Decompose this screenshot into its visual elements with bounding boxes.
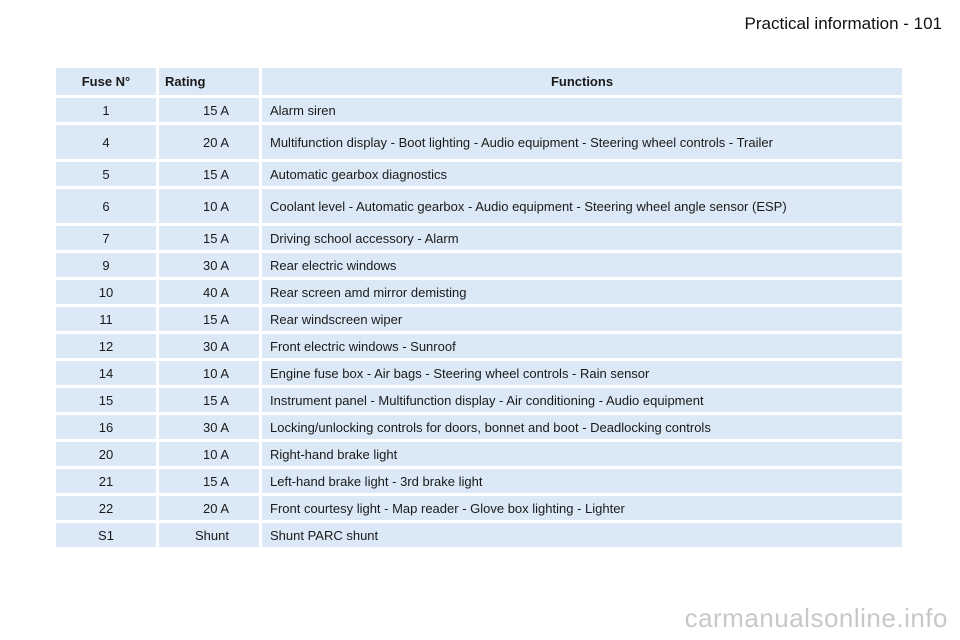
fuse-number: 4 [56, 125, 156, 159]
fuse-number: 21 [56, 469, 156, 493]
table-row [56, 162, 902, 186]
fuse-functions: Multifunction display - Boot lighting - Audio equipment - Steering wheel controls - Trailer [262, 125, 902, 159]
fuse-number: 7 [56, 226, 156, 250]
fuse-number: 11 [56, 307, 156, 331]
table-row [56, 415, 902, 439]
fuse-number: 16 [56, 415, 156, 439]
fuse-functions: Shunt PARC shunt [262, 523, 902, 547]
fuse-functions: Alarm siren [262, 98, 902, 122]
table-row [56, 469, 902, 493]
watermark: carmanualsonline.info [684, 603, 948, 633]
table-row [56, 125, 902, 159]
fuse-number: 15 [56, 388, 156, 412]
fuse-functions: Locking/unlocking controls for doors, bonnet and boot - Deadlocking controls [262, 415, 902, 439]
fuse-rating: 10 A [159, 189, 259, 223]
fuse-functions: Coolant level - Automatic gearbox - Audio equipment - Steering wheel angle sensor (ESP) [262, 189, 902, 223]
fuse-functions: Front electric windows - Sunroof [262, 334, 902, 358]
table-row [56, 253, 902, 277]
table-row [56, 307, 902, 331]
fuse-number: 14 [56, 361, 156, 385]
fuse-rating: Shunt [159, 523, 259, 547]
fuse-rating: 15 A [159, 388, 259, 412]
column-header-rating: Rating [159, 68, 259, 95]
fuse-rating: 30 A [159, 415, 259, 439]
fuse-number: 5 [56, 162, 156, 186]
fuse-functions: Rear screen amd mirror demisting [262, 280, 902, 304]
fuse-functions: Engine fuse box - Air bags - Steering wheel controls - Rain sensor [262, 361, 902, 385]
table-row [56, 523, 902, 547]
fuse-rating: 15 A [159, 469, 259, 493]
fuse-functions: Left-hand brake light - 3rd brake light [262, 469, 902, 493]
fuse-functions: Automatic gearbox diagnostics [262, 162, 902, 186]
fuse-number: S1 [56, 523, 156, 547]
fuse-rating: 40 A [159, 280, 259, 304]
fuse-number: 12 [56, 334, 156, 358]
table-row [56, 189, 902, 223]
column-header-functions: Functions [262, 68, 902, 95]
fuse-rating: 10 A [159, 442, 259, 466]
fuse-functions: Rear electric windows [262, 253, 902, 277]
fuse-number: 1 [56, 98, 156, 122]
fuse-rating: 20 A [159, 125, 259, 159]
fuse-number: 22 [56, 496, 156, 520]
fuse-functions: Front courtesy light - Map reader - Glove box lighting - Lighter [262, 496, 902, 520]
fuse-number: 6 [56, 189, 156, 223]
table-header-row [56, 68, 902, 95]
fuse-number: 10 [56, 280, 156, 304]
fuse-functions: Instrument panel - Multifunction display - Air conditioning - Audio equipment [262, 388, 902, 412]
fuse-rating: 15 A [159, 98, 259, 122]
page-title: Practical information - 101 [744, 14, 942, 33]
table-row [56, 388, 902, 412]
table-row [56, 280, 902, 304]
fuse-rating: 20 A [159, 496, 259, 520]
fuse-table [56, 68, 902, 550]
table-row [56, 334, 902, 358]
fuse-rating: 30 A [159, 334, 259, 358]
fuse-rating: 15 A [159, 226, 259, 250]
table-row [56, 226, 902, 250]
table-row [56, 98, 902, 122]
fuse-functions: Right-hand brake light [262, 442, 902, 466]
fuse-rating: 15 A [159, 307, 259, 331]
table-row [56, 361, 902, 385]
fuse-rating: 10 A [159, 361, 259, 385]
fuse-rating: 30 A [159, 253, 259, 277]
fuse-number: 20 [56, 442, 156, 466]
fuse-rating: 15 A [159, 162, 259, 186]
table-row [56, 496, 902, 520]
fuse-functions: Driving school accessory - Alarm [262, 226, 902, 250]
fuse-functions: Rear windscreen wiper [262, 307, 902, 331]
column-header-fuse: Fuse N° [56, 68, 156, 95]
table-row [56, 442, 902, 466]
fuse-number: 9 [56, 253, 156, 277]
